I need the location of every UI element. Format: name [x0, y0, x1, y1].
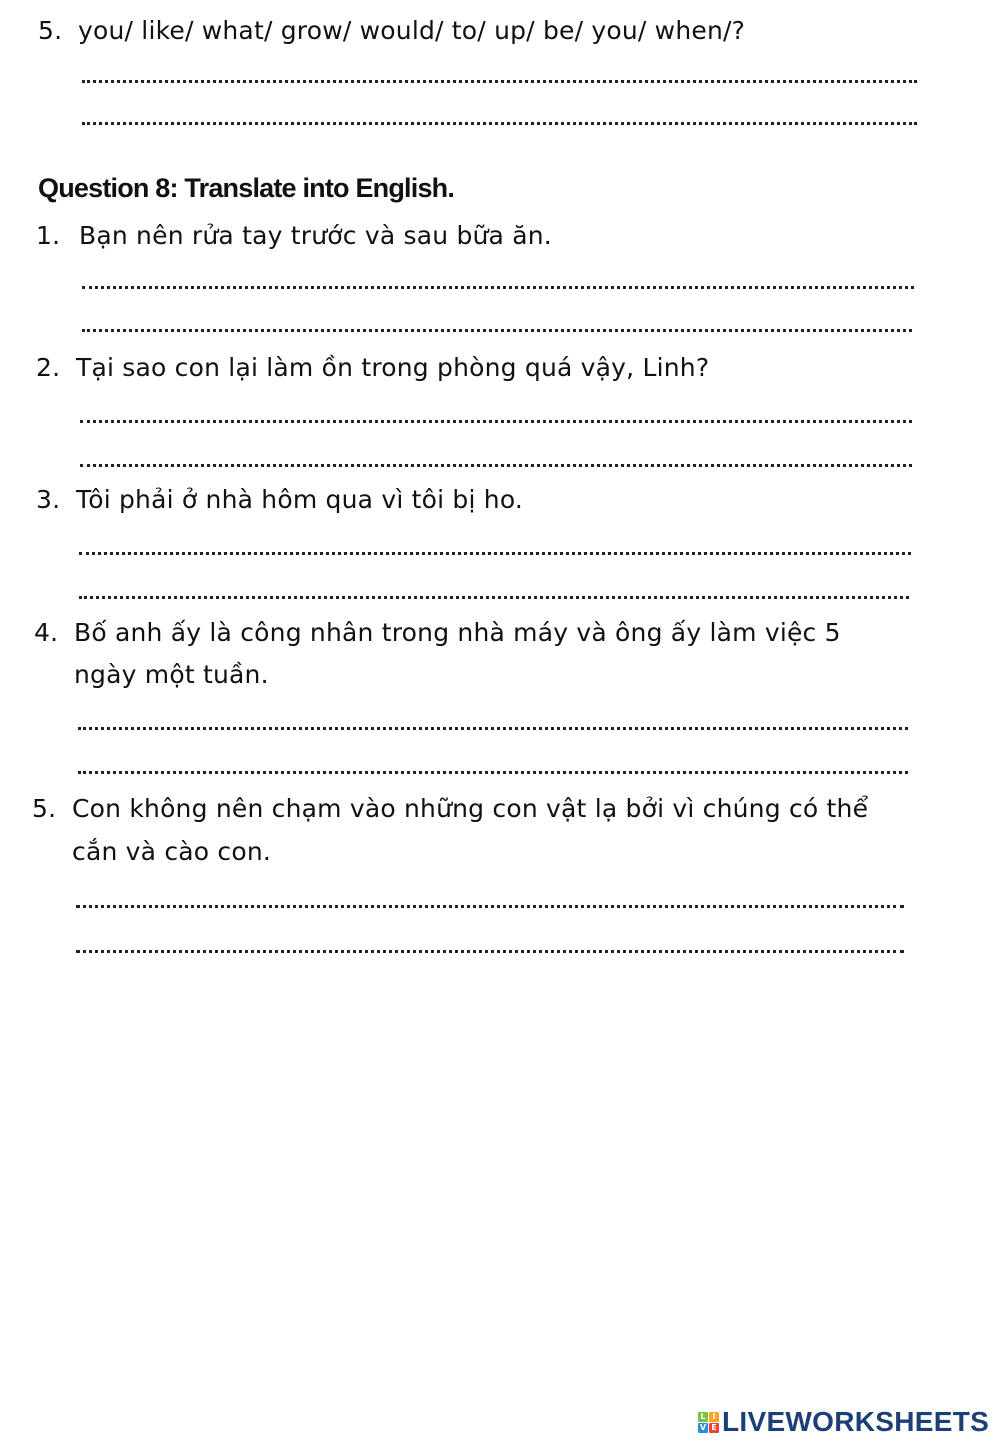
translate-item-5	[32, 788, 868, 830]
logo-block-v: V	[699, 1423, 707, 1432]
answer-line[interactable]	[78, 727, 908, 730]
item-number: 4.	[34, 618, 59, 647]
item-text: you/ like/ what/ grow/ would/ to/ up/ be/ you/ when/?	[78, 16, 746, 45]
liveworksheets-logo	[698, 1408, 989, 1436]
answer-line[interactable]	[80, 464, 912, 467]
answer-line[interactable]	[82, 329, 912, 332]
live-blocks-icon	[698, 1412, 719, 1433]
answer-line[interactable]	[82, 80, 917, 83]
item-text: Con không nên chạm vào những con vật lạ bởi vì chúng có thể	[72, 794, 869, 823]
item-number: 5.	[38, 16, 63, 45]
answer-line[interactable]	[80, 420, 912, 423]
item-number: 3.	[36, 485, 61, 514]
item-text: Bạn nên rửa tay trước và sau bữa ăn.	[79, 221, 552, 250]
item-text: Tôi phải ở nhà hôm qua vì tôi bị ho.	[76, 485, 524, 514]
item-number: 5.	[32, 794, 57, 823]
translate-item-4	[34, 612, 841, 654]
question-heading: Question 8: Translate into English.	[38, 173, 455, 203]
translate-item-1	[36, 215, 552, 257]
translate-item-3	[36, 479, 523, 521]
item-text: ngày một tuần.	[74, 660, 269, 689]
translate-item-5-continued	[72, 831, 271, 873]
answer-line[interactable]	[79, 552, 911, 555]
reorder-item-5	[38, 10, 745, 52]
logo-block-l: L	[698, 1412, 708, 1422]
item-text: cắn và cào con.	[72, 837, 272, 866]
answer-line[interactable]	[76, 950, 904, 953]
answer-line[interactable]	[82, 286, 914, 289]
item-text: Bố anh ấy là công nhân trong nhà máy và ông ấy làm việc 5	[74, 618, 841, 647]
answer-line[interactable]	[82, 122, 917, 125]
item-number: 2.	[36, 353, 61, 382]
answer-line[interactable]	[78, 771, 908, 774]
translate-item-2	[36, 347, 709, 389]
logo-block-e: E	[709, 1423, 719, 1433]
item-text: Tại sao con lại làm ồn trong phòng quá vậy, Linh?	[76, 353, 710, 382]
translate-item-4-continued	[74, 654, 269, 696]
item-number: 1.	[36, 221, 61, 250]
answer-line[interactable]	[79, 596, 909, 599]
logo-text: LIVEWORKSHEETS	[722, 1406, 990, 1437]
logo-block-i: I	[709, 1412, 719, 1422]
answer-line[interactable]	[76, 905, 904, 908]
